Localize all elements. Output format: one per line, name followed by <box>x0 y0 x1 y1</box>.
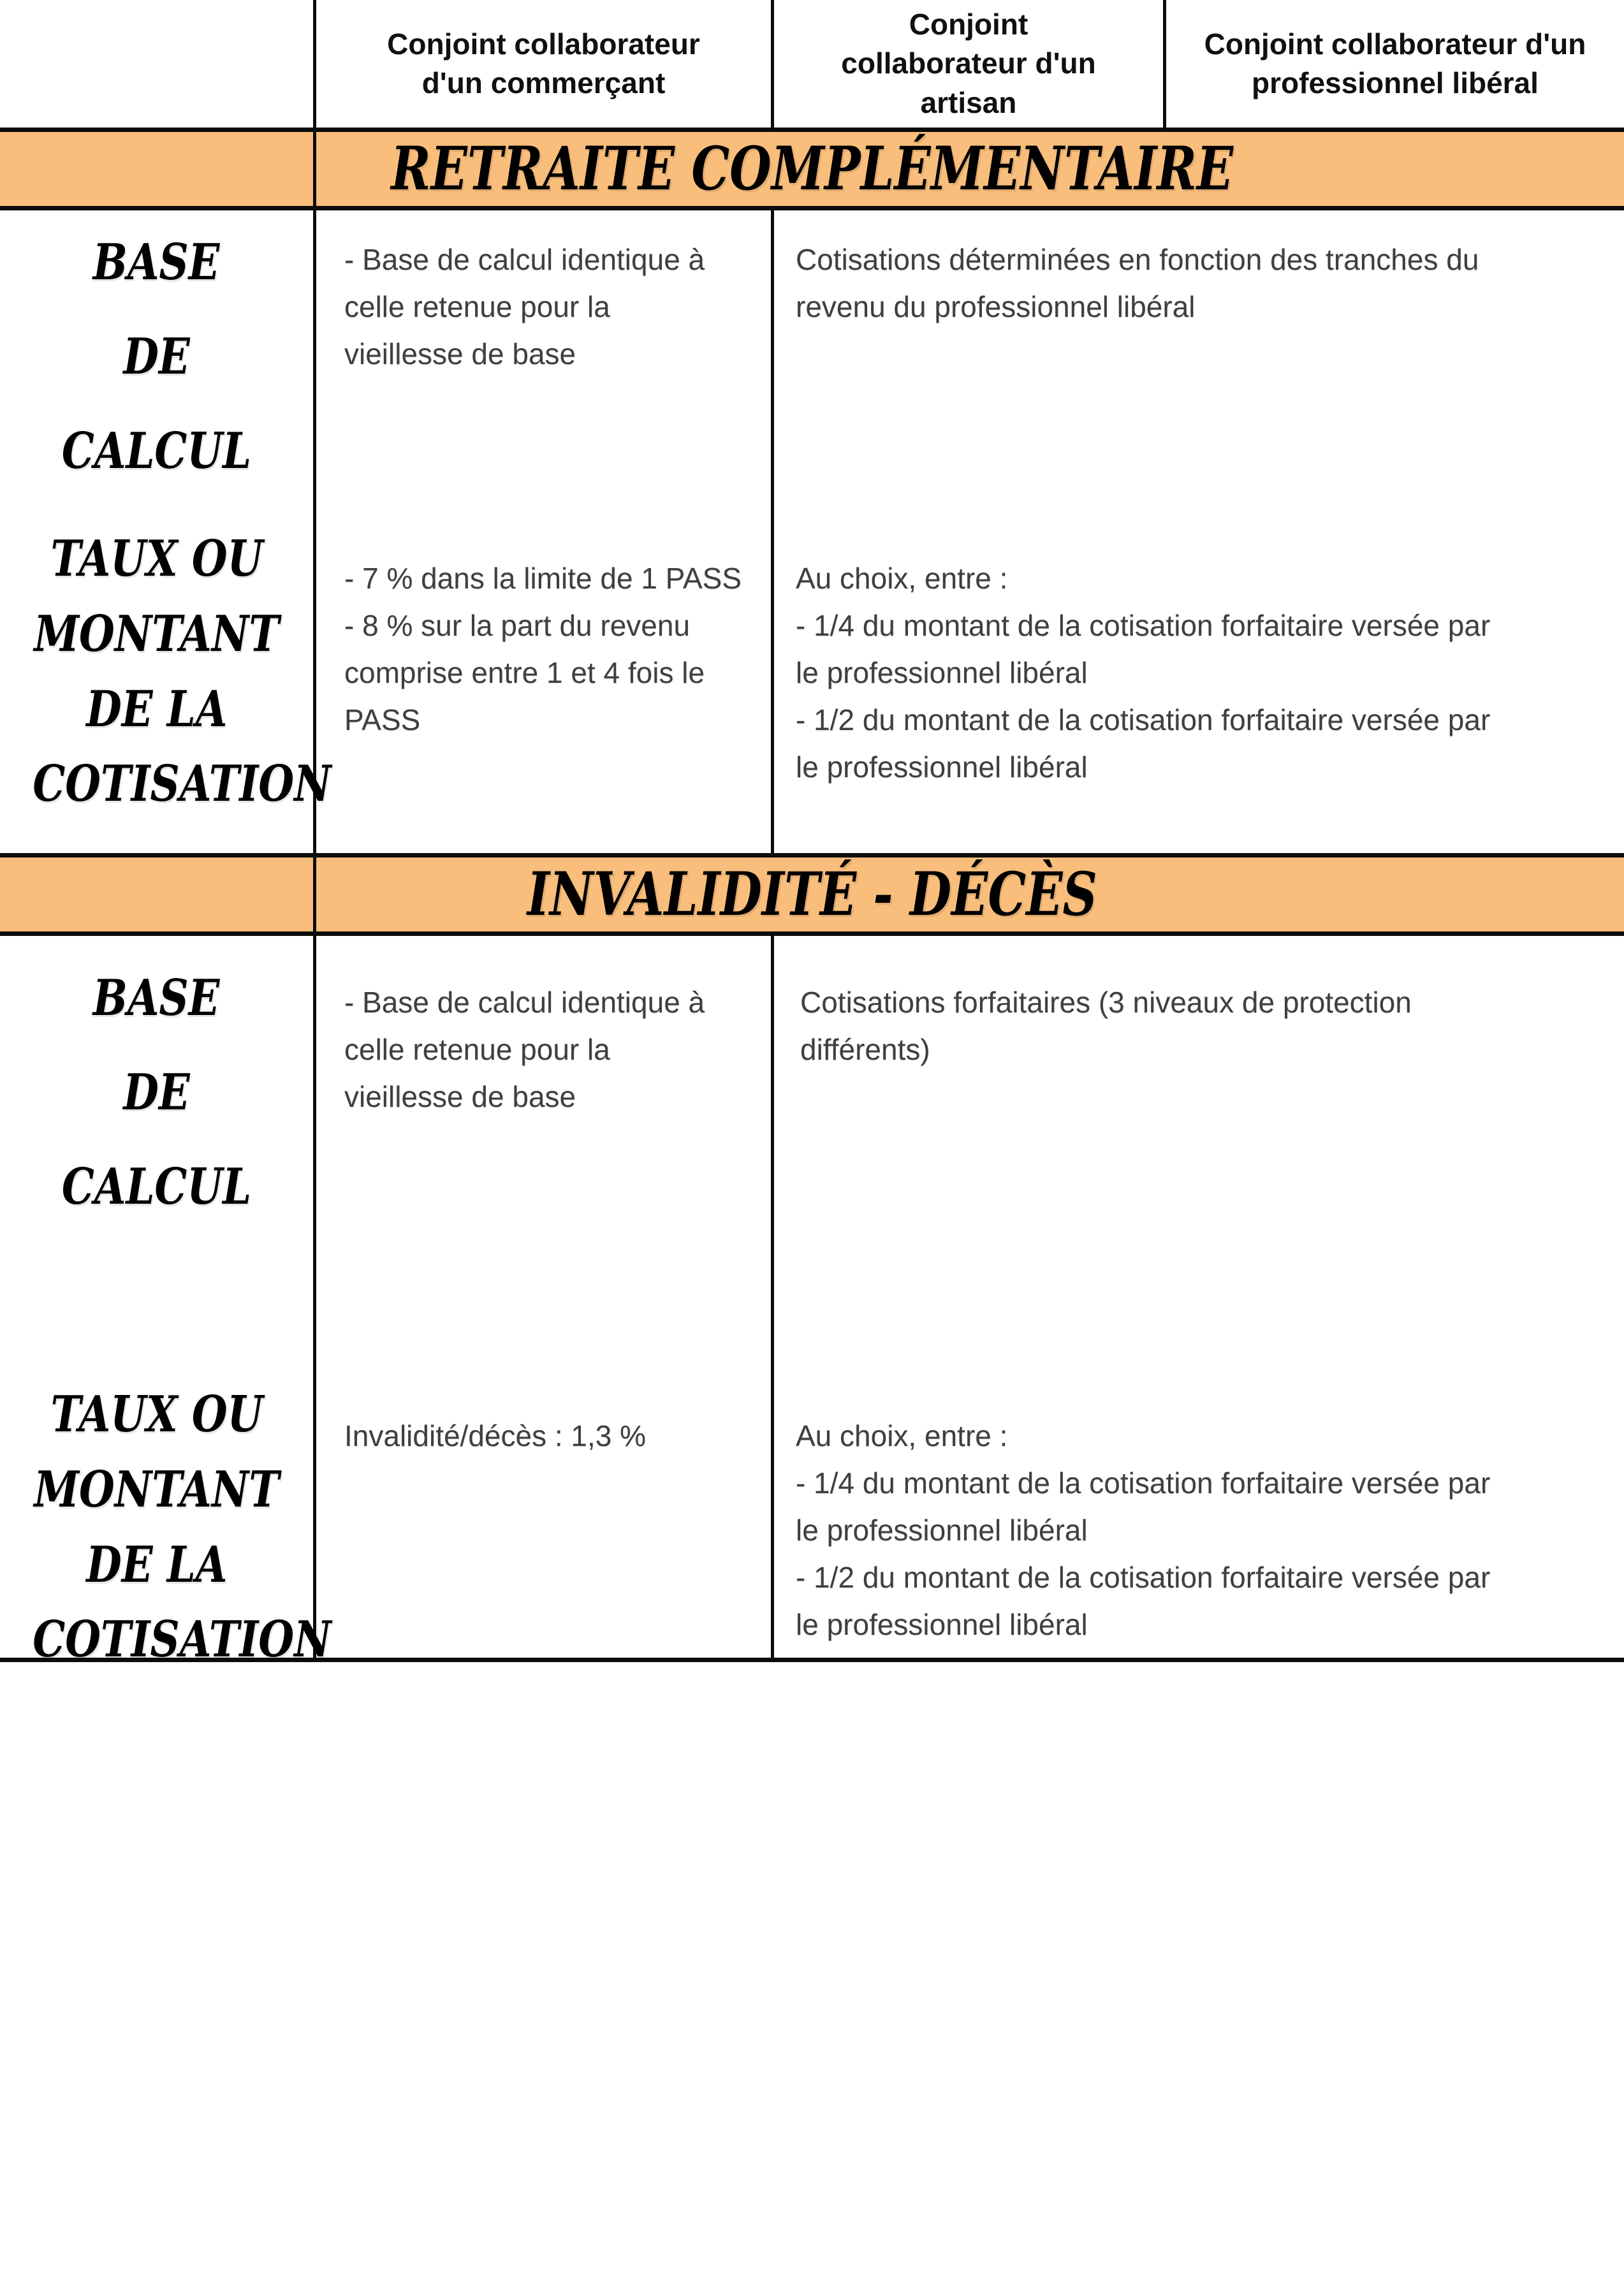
cell-text-line: - 1/2 du montant de la cotisation forfaitaire versée par <box>796 703 1491 736</box>
row-label-line: DE LA <box>85 680 228 738</box>
cell-invalidite-taux-liberal <box>796 1412 1612 1648</box>
cell-text-line: le professionnel libéral <box>796 1608 1088 1641</box>
cell-text-line: vieillesse de base <box>344 1080 576 1113</box>
cell-text-line: Cotisations forfaitaires (3 niveaux de protection <box>800 986 1412 1019</box>
border-col1-col2 <box>313 0 316 1662</box>
cell-text-line: le professionnel libéral <box>796 1514 1088 1547</box>
row-label-line: DE CALCUL <box>61 1063 252 1216</box>
cell-retraite-base-liberal <box>796 236 1612 330</box>
cell-text-line: le professionnel libéral <box>796 656 1088 689</box>
header-cell-commercant <box>316 0 771 128</box>
cell-text-line: le professionnel libéral <box>796 750 1088 784</box>
cell-text-line: Invalidité/décès : 1,3 % <box>344 1419 647 1452</box>
cell-retraite-taux-liberal <box>796 555 1612 791</box>
header-artisan-line: artisan <box>920 85 1017 119</box>
header-cell-liberal <box>1166 0 1624 128</box>
cell-text-line: Au choix, entre : <box>796 1419 1008 1452</box>
cell-text-line: - 1/4 du montant de la cotisation forfaitaire versée par <box>796 609 1491 642</box>
row-label-line: MONTANT <box>34 1460 279 1519</box>
row-label-line: COTISATION <box>33 1610 332 1669</box>
row-label-base-de-calcul <box>0 951 313 1235</box>
cell-text-line: - 8 % sur la part du revenu <box>344 609 691 642</box>
cell-retraite-taux-commercant <box>344 555 772 743</box>
row-label-base-de-calcul <box>0 215 313 499</box>
cell-text-line: celle retenue pour la <box>344 1033 610 1066</box>
section-banner-invalidite-deces <box>0 853 1624 936</box>
cell-text-line: - Base de calcul identique à <box>344 986 705 1019</box>
cell-text-line: Cotisations déterminées en fonction des tranches du <box>796 243 1479 276</box>
cell-text-line: - 7 % dans la limite de 1 PASS <box>344 562 742 595</box>
cell-text-line: Au choix, entre : <box>796 562 1008 595</box>
row-label-line: DE LA <box>85 1535 228 1594</box>
header-cell-empty <box>0 0 313 128</box>
cell-text-line: vieillesse de base <box>344 337 576 370</box>
cell-text-line: - 1/2 du montant de la cotisation forfaitaire versée par <box>796 1561 1491 1594</box>
header-liberal-line: professionnel libéral <box>1252 66 1539 99</box>
banner-title: RETRAITE COMPLÉMENTAIRE <box>390 134 1234 204</box>
header-commercant-line: d'un commerçant <box>421 66 666 99</box>
row-label-line: DE CALCUL <box>61 328 252 481</box>
row-label-line: BASE <box>93 969 220 1027</box>
cell-text-line: - Base de calcul identique à <box>344 243 705 276</box>
cell-retraite-base-commercant <box>344 236 772 377</box>
cell-text-line: celle retenue pour la <box>344 290 610 323</box>
cell-invalidite-base-liberal <box>800 979 1616 1073</box>
cell-text-line: - 1/4 du montant de la cotisation forfaitaire versée par <box>796 1466 1491 1500</box>
row-label-taux-ou-montant <box>0 522 332 822</box>
cell-text-line: PASS <box>344 703 421 736</box>
cell-invalidite-base-commercant <box>344 979 772 1120</box>
header-liberal-line: Conjoint collaborateur d'un <box>1204 27 1586 61</box>
row-label-line: COTISATION <box>33 755 332 814</box>
row-label-taux-ou-montant <box>0 1377 332 1677</box>
header-artisan-line: Conjoint <box>909 8 1028 41</box>
section-banner-retraite-complementaire <box>0 128 1624 210</box>
row-label-line: TAUX OU <box>50 1385 263 1443</box>
cell-invalidite-taux-commercant <box>344 1412 772 1459</box>
header-commercant-line: Conjoint collaborateur <box>387 27 700 61</box>
row-label-line: BASE <box>93 233 220 291</box>
row-label-line: TAUX OU <box>50 530 263 588</box>
banner-title: INVALIDITÉ - DÉCÈS <box>527 859 1097 930</box>
header-cell-artisan <box>774 0 1163 128</box>
cell-text-line: différents) <box>800 1033 930 1066</box>
header-artisan-line: collaborateur d'un <box>841 47 1096 80</box>
cell-text-line: revenu du professionnel libéral <box>796 290 1196 323</box>
row-label-line: MONTANT <box>34 604 279 663</box>
cell-text-line: comprise entre 1 et 4 fois le <box>344 656 705 689</box>
